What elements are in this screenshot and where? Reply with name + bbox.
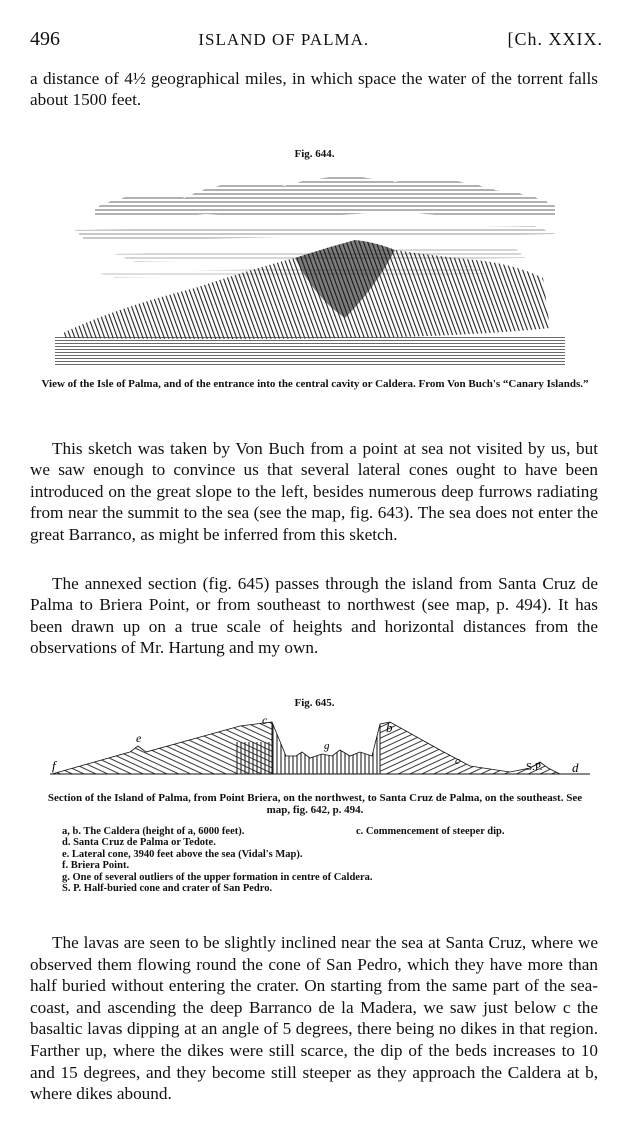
running-title: ISLAND OF PALMA. bbox=[198, 30, 370, 49]
paragraph-von-buch: This sketch was taken by Von Buch from a point at sea not visited by us, but we saw enough to convince us that several lateral cones ought to have been introduced on the great slope to the left, besides numerous deep furrows radiating from near the summit to the sea (see the map, fig. 643). The sea does not enter the great Barranco, as might be inferred from this sketch. bbox=[30, 439, 598, 544]
fig645-letter-b: b bbox=[386, 720, 393, 735]
intro-paragraph: a distance of 4½ geographical miles, in which space the water of the torrent falls about 1500 feet. bbox=[30, 69, 598, 110]
chapter-marker: [Ch. XXIX. bbox=[507, 29, 603, 49]
legend-f: f. Briera Point. bbox=[62, 860, 130, 872]
fig645-letter-d: d bbox=[572, 760, 579, 775]
legend-sp: S. P. Half-buried cone and crater of San Pedro. bbox=[62, 883, 273, 895]
page-header bbox=[30, 28, 603, 54]
fig644-label: Fig. 644. bbox=[294, 148, 335, 160]
legend-g: g. One of several outliers of the upper formation in centre of Caldera. bbox=[62, 871, 373, 883]
fig645-letter-c-top: c bbox=[262, 713, 268, 727]
paragraph-section: The annexed section (fig. 645) passes through the island from Santa Cruz de Palma to Briera Point, or from southeast to northwest (see map, p. 494). It has been drawn up on a true scale of heights and horizontal distances from the observations of Mr. Hartung and my own. bbox=[30, 574, 598, 658]
fig645-label-sp: S.P. bbox=[526, 761, 543, 773]
fig645-letter-f: f bbox=[52, 758, 56, 773]
fig645-letter-g: g bbox=[324, 740, 330, 752]
legend-ab: a, b. The Caldera (height of a, 6000 feet). bbox=[62, 826, 245, 837]
fig645-legend bbox=[62, 826, 582, 894]
page-number: 496 bbox=[30, 28, 60, 50]
fig644-caption: View of the Isle of Palma, and of the entrance into the central cavity or Caldera. From Von Buch's “Canary Islands.” bbox=[41, 378, 589, 390]
fig645-label: Fig. 645. bbox=[294, 697, 335, 709]
fig645-caption: Section of the Island of Palma, from Point Briera, on the northwest, to Santa Cruz de Palma, on the southeast. See map, fig. 642, p. 494. bbox=[47, 792, 583, 816]
fig645-section-diagram bbox=[40, 712, 600, 784]
fig645-letter-c-slope: c bbox=[455, 755, 460, 767]
legend-e: e. Lateral cone, 3940 feet above the sea (Vidal's Map). bbox=[62, 848, 303, 860]
fig645-letter-e: e bbox=[136, 731, 142, 745]
legend-d: d. Santa Cruz de Palma or Tedote. bbox=[62, 837, 216, 849]
legend-c: c. Commencement of steeper dip. bbox=[356, 826, 505, 837]
paragraph-lavas: The lavas are seen to be slightly inclined near the sea at Santa Cruz, where we observed them flowing round the cone of San Pedro, which they have more than half buried without entering the crater. On starting from the same part of the sea-coast, and ascending the deep Barranco de la Madera, we saw just below c the basaltic lavas dipping at an angle of 5 degrees, there being no dikes in that region. Farther up, where the dikes were still scarce, the dip of the beds increases to 10 and 15 degrees, and they become still steeper as they approach the Caldera at b, where dikes abound. bbox=[30, 933, 598, 1104]
fig644-engraving bbox=[55, 168, 575, 373]
